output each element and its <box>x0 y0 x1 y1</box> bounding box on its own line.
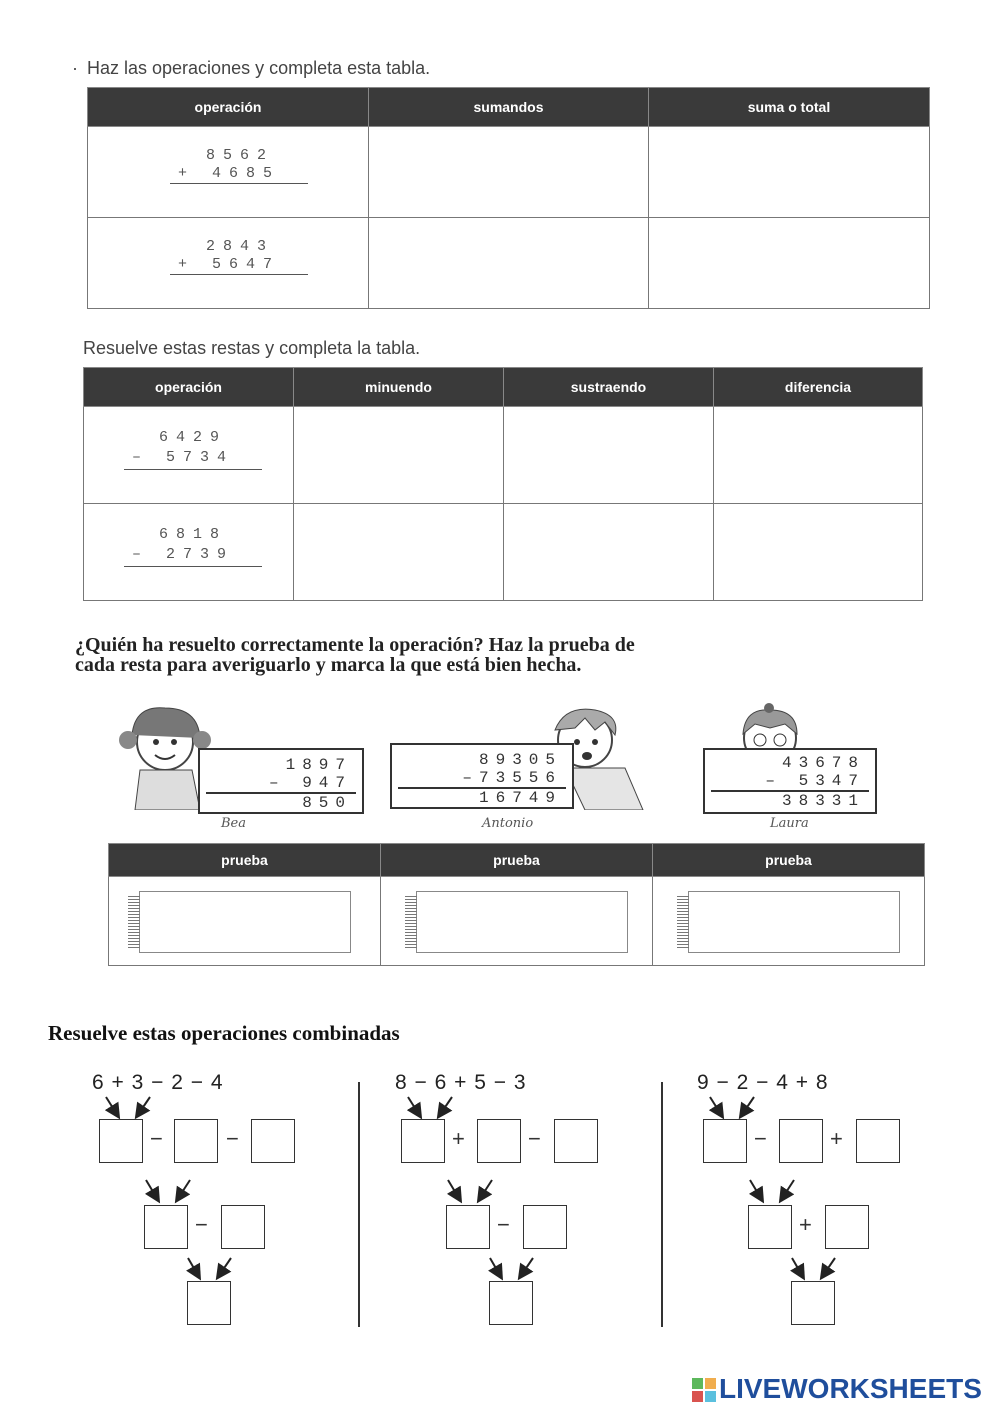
instruction-subtraction: Resuelve estas restas y completa la tabla. <box>83 338 421 358</box>
header-diferencia: diferencia <box>714 368 923 407</box>
operation-line2: – 2739 <box>132 546 235 563</box>
kid-name-bea: Bea <box>221 816 246 831</box>
operation-line2: – 5734 <box>132 449 235 466</box>
header-prueba: prueba <box>109 844 381 877</box>
sign: + <box>830 1126 843 1151</box>
header-operacion: operación <box>84 368 294 407</box>
expression-3: 9 − 2 − 4 + 8 <box>697 1071 829 1094</box>
question-line-1: ¿Quién ha resuelto correctamente la operación? Haz la prueba de <box>75 634 635 656</box>
header-minuendo: minuendo <box>294 368 504 407</box>
bullet-mark: · <box>72 58 78 78</box>
question-line-2: cada resta para averiguarlo y marca la que está bien hecha. <box>75 654 582 676</box>
operation-line1: 6429 <box>159 429 228 446</box>
sign: − <box>195 1212 208 1237</box>
kid-name-antonio: Antonio <box>482 816 534 831</box>
liveworksheets-logo-icon <box>692 1378 716 1402</box>
board-mid: – 5347 <box>765 772 865 790</box>
arrow-group-2 <box>408 1097 533 1277</box>
board-mid: –73556 <box>462 769 562 787</box>
header-prueba: prueba <box>381 844 653 877</box>
sign: − <box>150 1126 163 1151</box>
board-mid: – 947 <box>268 774 352 792</box>
operation-line2: + 4685 <box>178 165 281 182</box>
board-top: 89305 <box>478 751 562 769</box>
operation-line1: 2843 <box>206 238 275 255</box>
expression-1: 6 + 3 − 2 − 4 <box>92 1071 224 1094</box>
operation-line1: 6818 <box>159 526 228 543</box>
operation-line1: 8562 <box>206 147 275 164</box>
liveworksheets-brand: LIVEWORKSHEETS <box>719 1373 982 1404</box>
sign: + <box>799 1212 812 1237</box>
sign: − <box>528 1126 541 1151</box>
sign: − <box>226 1126 239 1151</box>
instruction-combined: Resuelve estas operaciones combinadas <box>48 1021 400 1045</box>
header-sumandos: sumandos <box>369 88 649 127</box>
board-result: 850 <box>302 794 352 812</box>
board-top: 43678 <box>781 754 865 772</box>
expression-2: 8 − 6 + 5 − 3 <box>395 1071 527 1094</box>
instruction-addition: Haz las operaciones y completa esta tabla. <box>87 58 431 78</box>
board-result: 38331 <box>781 792 865 810</box>
arrow-group-1 <box>106 1097 231 1277</box>
header-operacion: operación <box>88 88 369 127</box>
header-sustraendo: sustraendo <box>504 368 714 407</box>
board-result: 16749 <box>478 789 562 807</box>
header-suma-total: suma o total <box>649 88 930 127</box>
sign: + <box>452 1126 465 1151</box>
kid-name-laura: Laura <box>770 816 809 831</box>
board-top: 1897 <box>285 756 352 774</box>
arrow-group-3 <box>710 1097 835 1277</box>
operation-line2: + 5647 <box>178 256 281 273</box>
sign: − <box>497 1212 510 1237</box>
sign: − <box>754 1126 767 1151</box>
header-prueba: prueba <box>653 844 925 877</box>
